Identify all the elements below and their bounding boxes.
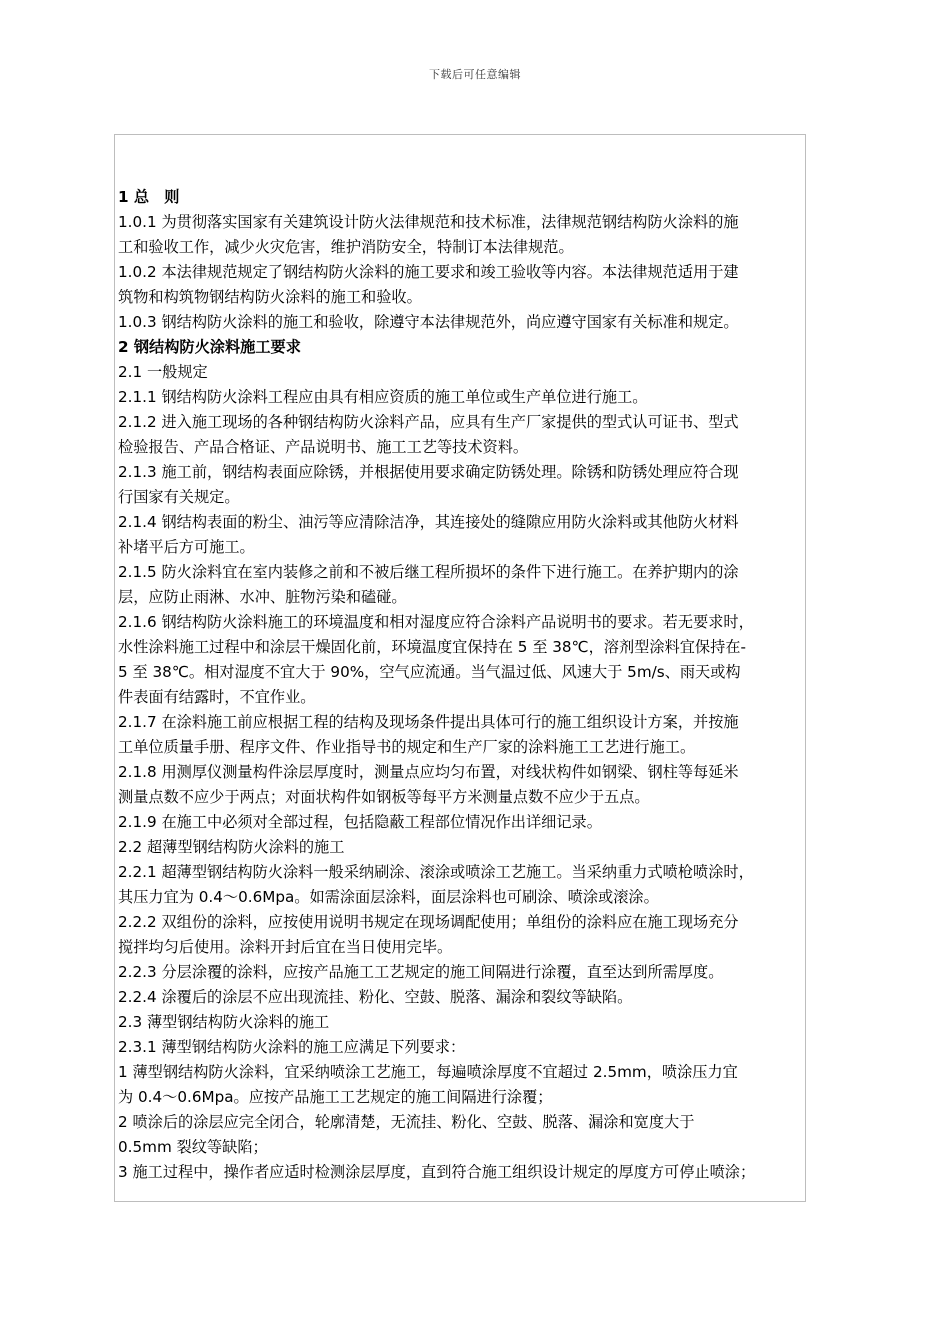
clause-text: 薄型钢结构防火涂料的施工 <box>142 1013 330 1031</box>
clause-number: 2.2 <box>118 838 143 856</box>
clause-number: 1 <box>118 1063 128 1081</box>
clause-text: 施工前，钢结构表面应除锈，并根据使用要求确定防锈处理。除锈和防锈处理应符合现 行国家有关规定。 <box>118 463 739 506</box>
clause-text: 钢结构防火涂料工程应由具有相应资质的施工单位或生产单位进行施工。 <box>156 388 648 406</box>
clause-paragraph <box>118 985 806 1010</box>
clause-number: 2.2.3 <box>118 963 157 981</box>
document-body <box>118 185 806 1185</box>
clause-number: 1 <box>118 188 129 206</box>
clause-text: 防火涂料宜在室内装修之前和不被后继工程所损坏的条件下进行施工。在养护期内的涂 层，应防止雨淋、水冲、脏物污染和磕碰。 <box>118 563 739 606</box>
clause-text: 在涂料施工前应根据工程的结构及现场条件提出具体可行的施工组织设计方案，并按施 工单位质量手册、程序文件、作业指导书的规定和生产厂家的涂料施工工艺进行施工。 <box>118 713 739 756</box>
section-heading <box>118 335 806 360</box>
clause-paragraph <box>118 410 806 460</box>
clause-paragraph <box>118 810 806 835</box>
clause-paragraph <box>118 1060 806 1110</box>
clause-number: 2.3.1 <box>118 1038 157 1056</box>
clause-text: 用测厚仪测量构件涂层厚度时，测量点应均匀布置，对线状构件如钢梁、钢柱等每延米 测量点数不应少于两点；对面状构件如钢板等每平方米测量点数不应少于五点。 <box>118 763 739 806</box>
clause-paragraph <box>118 1160 806 1185</box>
clause-paragraph <box>118 1035 806 1060</box>
clause-text: 钢结构防火涂料施工的环境温度和相对湿度应符合涂料产品说明书的要求。若无要求时， 水性涂料施工过程中和涂层干燥固化前，环境温度宜保持在 5 至 38℃，溶剂型涂料宜保持在- 5 至 38℃。相对湿度不宜大于 90%，空气应流通。当气温过低、风速大于 5m/s、雨天或构 件表面有结露时，不宜作业。 <box>118 613 754 706</box>
clause-paragraph <box>118 835 806 860</box>
clause-text: 总 则 <box>128 188 180 206</box>
clause-text: 施工过程中，操作者应适时检测涂层厚度，直到符合施工组织设计规定的厚度方可停止喷涂； <box>127 1163 756 1181</box>
clause-paragraph <box>118 910 806 960</box>
clause-text: 本法律规范规定了钢结构防火涂料的施工要求和竣工验收等内容。本法律规范适用于建 筑物和构筑物钢结构防火涂料的施工和验收。 <box>118 263 739 306</box>
clause-number: 2 <box>118 1113 128 1131</box>
clause-text: 薄型钢结构防火涂料的施工应满足下列要求： <box>156 1038 466 1056</box>
clause-text: 超薄型钢结构防火涂料的施工 <box>142 838 345 856</box>
page-header-note: 下载后可任意编辑 <box>429 68 521 81</box>
clause-number: 2.2.1 <box>118 863 157 881</box>
clause-paragraph <box>118 260 806 310</box>
section-heading <box>118 185 806 210</box>
clause-paragraph <box>118 710 806 760</box>
clause-paragraph <box>118 560 806 610</box>
clause-number: 2.1 <box>118 363 143 381</box>
clause-number: 2.1.6 <box>118 613 157 631</box>
clause-number: 2 <box>118 338 129 356</box>
clause-number: 1.0.3 <box>118 313 157 331</box>
clause-number: 2.1.1 <box>118 388 157 406</box>
clause-text: 喷涂后的涂层应完全闭合，轮廓清楚，无流挂、粉化、空鼓、脱落、漏涂和宽度大于 0.5mm 裂纹等缺陷； <box>118 1113 695 1156</box>
clause-number: 2.1.9 <box>118 813 157 831</box>
clause-text: 进入施工现场的各种钢结构防火涂料产品，应具有生产厂家提供的型式认可证书、型式 检验报告、产品合格证、产品说明书、施工工艺等技术资料。 <box>118 413 739 456</box>
clause-paragraph <box>118 360 806 385</box>
clause-number: 2.1.8 <box>118 763 157 781</box>
clause-text: 分层涂覆的涂料，应按产品施工工艺规定的施工间隔进行涂覆，直至达到所需厚度。 <box>156 963 724 981</box>
clause-paragraph <box>118 310 806 335</box>
clause-text: 钢结构防火涂料施工要求 <box>128 338 301 356</box>
clause-paragraph <box>118 385 806 410</box>
clause-text: 为贯彻落实国家有关建筑设计防火法律规范和技术标准，法律规范钢结构防火涂料的施 工和验收工作，减少火灾危害，维护消防安全，特制订本法律规范。 <box>118 213 739 256</box>
clause-number: 2.2.4 <box>118 988 157 1006</box>
clause-text: 钢结构表面的粉尘、油污等应清除洁净，其连接处的缝隙应用防火涂料或其他防火材料 补堵平后方可施工。 <box>118 513 739 556</box>
clause-text: 一般规定 <box>142 363 208 381</box>
clause-number: 3 <box>118 1163 128 1181</box>
clause-paragraph <box>118 460 806 510</box>
clause-paragraph <box>118 610 806 710</box>
clause-number: 2.1.7 <box>118 713 157 731</box>
clause-number: 2.1.3 <box>118 463 157 481</box>
clause-number: 2.1.5 <box>118 563 157 581</box>
clause-number: 2.1.4 <box>118 513 157 531</box>
clause-number: 2.2.2 <box>118 913 157 931</box>
clause-number: 1.0.1 <box>118 213 157 231</box>
document-frame <box>114 134 806 1202</box>
clause-paragraph <box>118 960 806 985</box>
clause-number: 2.3 <box>118 1013 143 1031</box>
clause-text: 双组份的涂料，应按使用说明书规定在现场调配使用；单组份的涂料应在施工现场充分 搅拌均匀后使用。涂料开封后宜在当日使用完毕。 <box>118 913 739 956</box>
clause-paragraph <box>118 210 806 260</box>
clause-paragraph <box>118 1110 806 1160</box>
clause-text: 涂覆后的涂层不应出现流挂、粉化、空鼓、脱落、漏涂和裂纹等缺陷。 <box>156 988 633 1006</box>
clause-text: 超薄型钢结构防火涂料一般采纳刷涂、滚涂或喷涂工艺施工。当采纳重力式喷枪喷涂时， 其压力宜为 0.4～0.6Mpa。如需涂面层涂料，面层涂料也可刷涂、喷涂或滚涂。 <box>118 863 754 906</box>
clause-paragraph <box>118 510 806 560</box>
clause-number: 1.0.2 <box>118 263 157 281</box>
clause-paragraph <box>118 1010 806 1035</box>
clause-text: 钢结构防火涂料的施工和验收，除遵守本法律规范外，尚应遵守国家有关标准和规定。 <box>156 313 739 331</box>
clause-paragraph <box>118 760 806 810</box>
clause-text: 薄型钢结构防火涂料，宜采纳喷涂工艺施工，每遍喷涂厚度不宜超过 2.5mm，喷涂压力宜 为 0.4～0.6Mpa。应按产品施工工艺规定的施工间隔进行涂覆； <box>118 1063 738 1106</box>
clause-text: 在施工中必须对全部过程，包括隐蔽工程部位情况作出详细记录。 <box>156 813 602 831</box>
clause-number: 2.1.2 <box>118 413 157 431</box>
clause-paragraph <box>118 860 806 910</box>
